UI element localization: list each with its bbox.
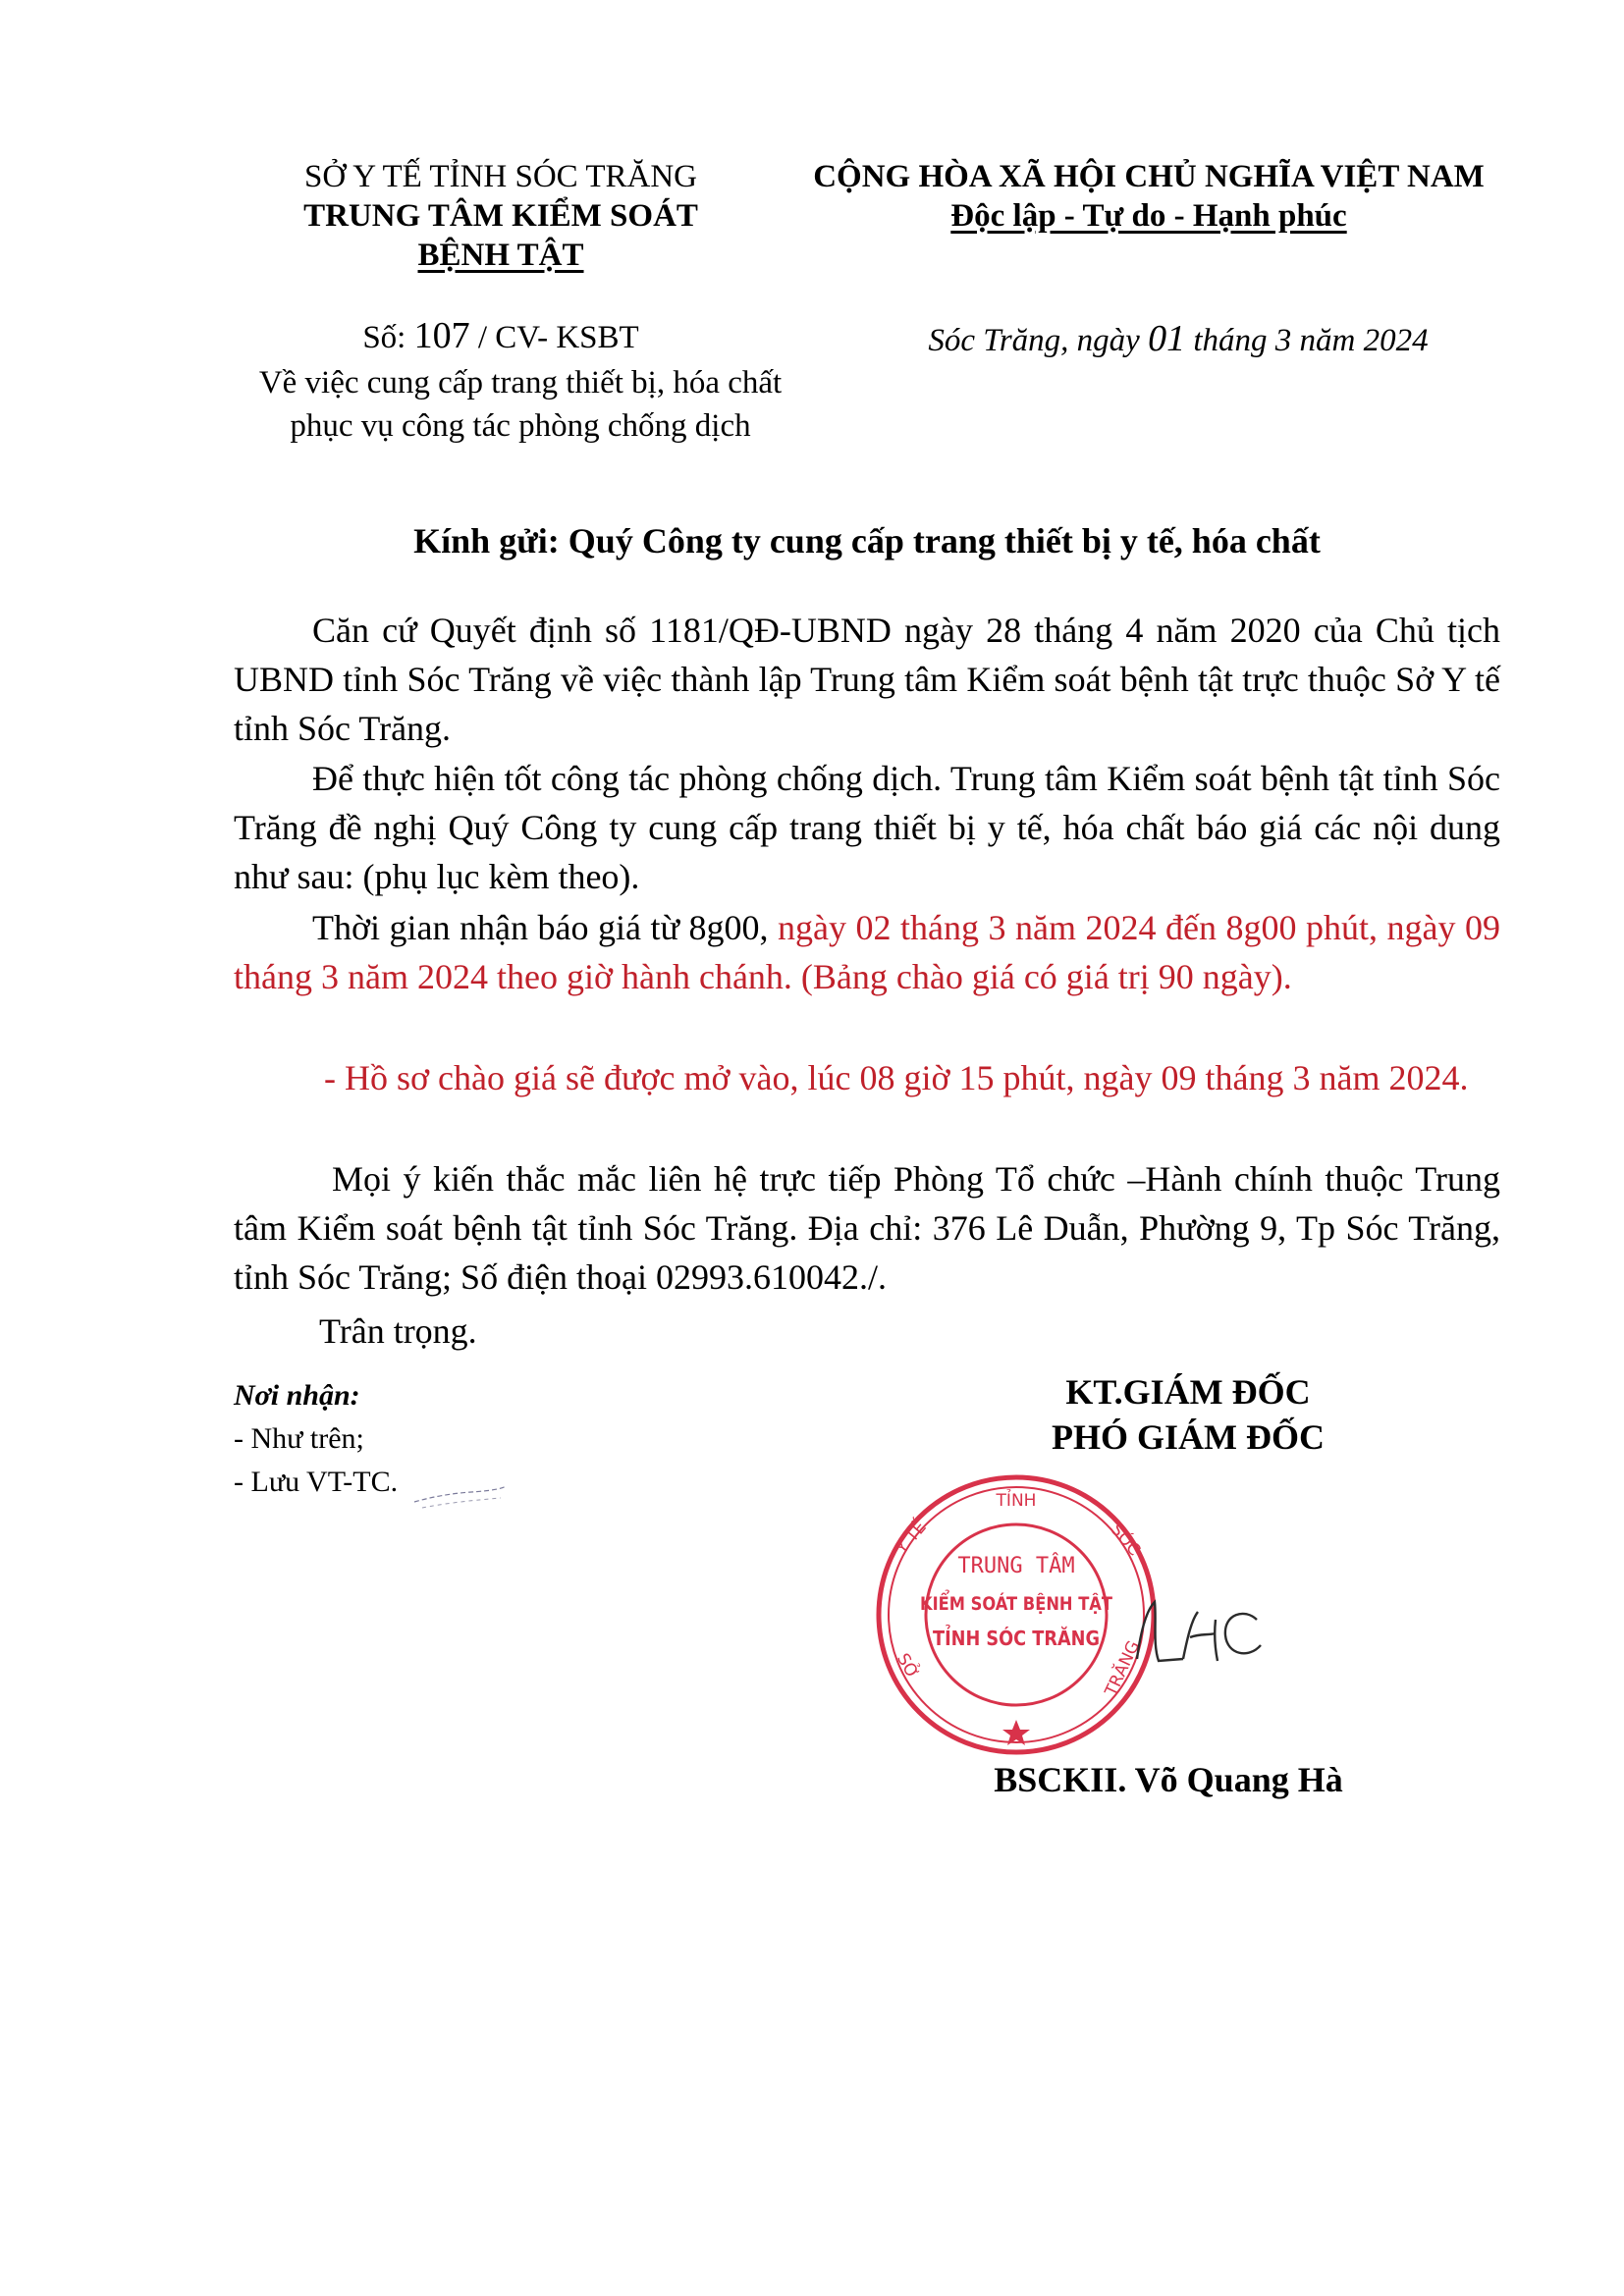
doc-no-suffix: / CV- KSBT <box>477 320 639 355</box>
paragraph-opening-time: - Hồ sơ chào giá sẽ được mở vào, lúc 08 giờ 15 phút, ngày 09 tháng 3 năm 2024. <box>324 1058 1469 1097</box>
date-day: 01 <box>1148 318 1186 359</box>
seal-ring-right: SÓC <box>1106 1520 1145 1561</box>
seal-center-line3: TỈNH SÓC TRĂNG <box>933 1627 1122 1650</box>
seal-ring-top: TỈNH <box>996 1491 1037 1511</box>
paragraph-timeline <box>234 903 1500 1001</box>
seal-ring-bottom-right: TRĂNG <box>1101 1637 1145 1700</box>
seal-ring-left: Y TẾ <box>892 1518 931 1559</box>
national-header <box>776 157 1522 236</box>
initial-mark <box>412 1472 511 1512</box>
handwritten-signature <box>1129 1590 1267 1679</box>
subject-block <box>206 361 835 448</box>
official-seal <box>864 1463 1168 1767</box>
signature-line2: PHÓ GIÁM ĐỐC <box>1052 1417 1325 1457</box>
recipient-item: - Lưu VT-TC. <box>234 1466 399 1498</box>
timeline-start: Thời gian nhận báo giá từ 8g00, <box>312 908 769 947</box>
doc-no-value: 107 <box>413 315 470 356</box>
timeline-dates: ngày 02 tháng 3 năm 2024 đến 8g00 phút, ngày 09 tháng 3 năm 2024 theo giờ hành chánh. (Bảng chào giá có giá trị 90 ngày). <box>234 908 1501 996</box>
subject-line2: phục vụ công tác phòng chống dịch <box>290 408 751 444</box>
date-suffix: tháng 3 năm 2024 <box>1193 323 1429 358</box>
paragraph-legal-basis: Căn cứ Quyết định số 1181/QĐ-UBND ngày 28 tháng 4 năm 2020 của Chủ tịch UBND tỉnh Sóc Trăng về việc thành lập Trung tâm Kiểm soát bệnh tật trực thuộc Sở Y tế tỉnh Sóc Trăng. <box>234 611 1500 748</box>
recipient-line: Kính gửi: Quý Công ty cung cấp trang thiết bị y tế, hóa chất <box>413 521 1321 561</box>
paragraph-request: Để thực hiện tốt công tác phòng chống dịch. Trung tâm Kiểm soát bệnh tật tỉnh Sóc Trăng đề nghị Quý Công ty cung cấp trang thiết bị y tế, hóa chất báo giá các nội dung như sau: (phụ lục kèm theo). <box>234 759 1500 896</box>
closing-greeting: Trân trọng. <box>319 1311 477 1351</box>
recipient-item: - Như trên; <box>234 1422 364 1455</box>
date-prefix: Sóc Trăng, ngày <box>928 323 1140 358</box>
seal-ring-bottom-left: SỞ <box>893 1650 923 1682</box>
motto <box>776 196 1522 236</box>
paragraph-contact: Mọi ý kiến thắc mắc liên hệ trực tiếp Phòng Tổ chức –Hành chính thuộc Trung tâm Kiểm soát bệnh tật tỉnh Sóc Trăng. Địa chỉ: 376 Lê Duẫn, Phường 9, Tp Sóc Trăng, tỉnh Sóc Trăng; Số điện thoại 02993.610042./. <box>234 1159 1500 1297</box>
issuer-block <box>226 157 776 275</box>
parent-agency: SỞ Y TẾ TỈNH SÓC TRĂNG <box>303 159 697 194</box>
seal-center-line1: TRUNG TÂM <box>957 1554 1075 1578</box>
agency-name-line2 <box>226 236 776 275</box>
document-number <box>226 316 776 357</box>
recipients-title: Nơi nhận: <box>234 1379 360 1412</box>
agency-name-line1: TRUNG TÂM KIỂM SOÁT <box>303 198 698 234</box>
signature-title <box>943 1369 1434 1460</box>
seal-center-line2: KIỂM SOÁT BỆNH TẬT <box>920 1593 1145 1615</box>
subject-line1: Về việc cung cấp trang thiết bị, hóa chất <box>258 365 783 400</box>
signature-line1: KT.GIÁM ĐỐC <box>1065 1372 1311 1412</box>
date-line <box>864 319 1492 360</box>
country-name: CỘNG HÒA XÃ HỘI CHỦ NGHĨA VIỆT NAM <box>813 159 1485 194</box>
signer-name: BSCKII. Võ Quang Hà <box>994 1760 1343 1799</box>
agency-name-line2-text: BỆNH TẬT <box>417 238 584 273</box>
motto-text: Độc lập - Tự do - Hạnh phúc <box>950 198 1347 234</box>
doc-no-prefix: Số: <box>362 320 406 355</box>
